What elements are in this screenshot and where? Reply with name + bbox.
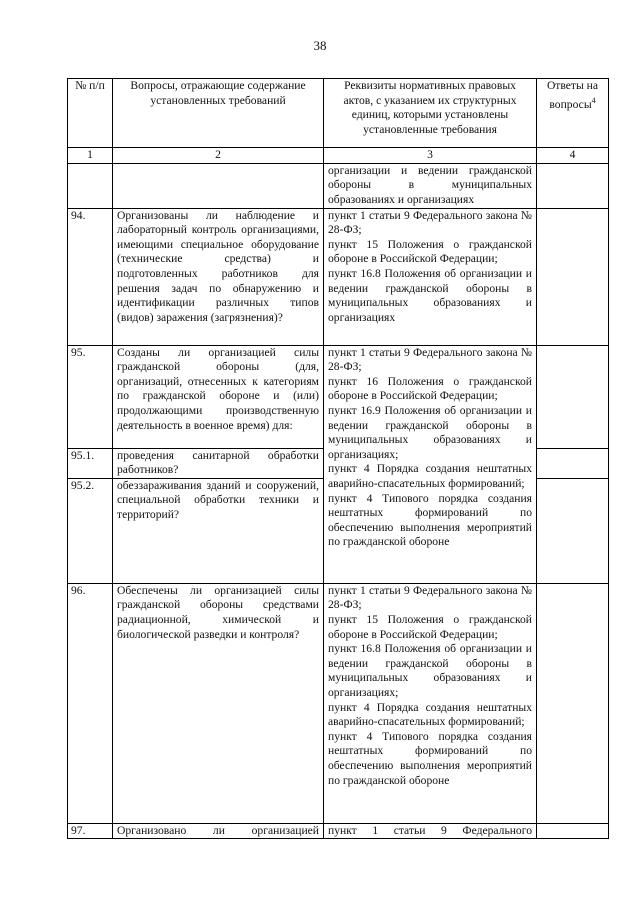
requisites-cell (324, 208, 537, 345)
answer-cell (537, 163, 609, 208)
question-cell: Созданы ли организацией силы гражданской обороны (для, организаций, отнесенных к категориям по гражданской обороне и (или) продолжающими производственную деятельность в военное время) для: (113, 345, 324, 448)
row-number: 94. (68, 208, 113, 345)
question-cell: Организованы ли наблюдение и лабораторный контроль организациями, имеющими специальное оборудование (технические средства) и подготовленных работников для решения задач по обнаружению и идентификации различных типов (видов) заражения (загрязнения)? (113, 208, 324, 345)
table-row (68, 823, 609, 839)
question-cell: проведения санитарной обработки работников? (113, 448, 324, 478)
requisite-item: пункт 16 Положения о гражданской обороне в Российской Федерации; (328, 374, 532, 403)
answer-cell (537, 345, 609, 448)
answer-cell (537, 823, 609, 839)
requisite-item: пункт 1 статьи 9 Федерального закона № 28-ФЗ; (328, 208, 532, 237)
table-header-row (68, 79, 609, 148)
requisite-item: пункт 1 статьи 9 Федерального закона № 28-ФЗ; (328, 583, 532, 612)
question-cell: Обеспечены ли организацией силы гражданской обороны средствами радиационной, химической и биологической разведки и контроля? (113, 583, 324, 823)
column-index: 3 (324, 148, 537, 164)
requisites-cell: пункт 1 статьи 9 Федерального (324, 823, 537, 839)
row-number: 95. (68, 345, 113, 448)
footnote-mark: 4 (591, 95, 596, 105)
answer-cell (537, 208, 609, 345)
row-number (68, 163, 113, 208)
question-cell: Организовано ли организацией (113, 823, 324, 839)
requisites-cell (324, 345, 537, 583)
question-cell (113, 163, 324, 208)
answer-cell (537, 583, 609, 823)
question-cell: обеззараживания зданий и сооружений, специальной обработки техники и территорий? (113, 478, 324, 583)
requisite-item: пункт 4 Порядка создания нештатных аварийно-спасательных формирований; (328, 700, 532, 729)
column-index-row (68, 148, 609, 164)
row-number: 95.1. (68, 448, 113, 478)
requisite-item: пункт 4 Типового порядка создания нештатных формирований по обеспечению выполнения мероприятий по гражданской обороне (328, 491, 532, 549)
requirements-table (67, 78, 609, 839)
answer-cell (537, 478, 609, 583)
table-row (68, 163, 609, 208)
requisites-cell (324, 583, 537, 823)
table-row (68, 208, 609, 345)
requisites-cell: организации и ведении гражданской обороны в муниципальных образованиях и организациях (324, 163, 537, 208)
page-number: 38 (313, 38, 327, 53)
answer-cell (537, 448, 609, 478)
requisite-item: пункт 1 статьи 9 Федерального закона № 28-ФЗ; (328, 345, 532, 374)
header-requisites: Реквизиты нормативных правовых актов, с указанием их структурных единиц, которыми установлены установленные требования (324, 79, 537, 148)
column-index: 4 (537, 148, 609, 164)
column-index: 2 (113, 148, 324, 164)
table-row (68, 345, 609, 448)
row-number: 95.2. (68, 478, 113, 583)
row-number: 96. (68, 583, 113, 823)
requisite-item: пункт 16.9 Положения об организации и ведении гражданской обороны в муниципальных образованиях и организациях; (328, 403, 532, 461)
header-answers: Ответы на вопросы$^4$ (537, 79, 609, 148)
requisite-item: пункт 16.8 Положения об организации и ведении гражданской обороны в муниципальных образованиях и организациях; (328, 642, 532, 699)
requisite-item: пункт 15 Положения о гражданской обороне в Российской Федерации; (328, 237, 532, 266)
table-row (68, 583, 609, 823)
column-index: 1 (68, 148, 113, 164)
header-num: № п/п (68, 79, 113, 148)
requisite-item: пункт 4 Типового порядка создания нештатных формирований по обеспечению выполнения мероприятий по гражданской обороне (328, 729, 532, 787)
requisite-item: пункт 4 Порядка создания нештатных аварийно-спасательных формирований; (328, 462, 532, 490)
row-number: 97. (68, 823, 113, 839)
header-question: Вопросы, отражающие содержание установленных требований (113, 79, 324, 148)
requisite-item: пункт 16.8 Положения об организации и ведении гражданской обороны в муниципальных образованиях и организациях (328, 266, 532, 324)
requisite-item: пункт 15 Положения о гражданской обороне в Российской Федерации; (328, 612, 532, 641)
